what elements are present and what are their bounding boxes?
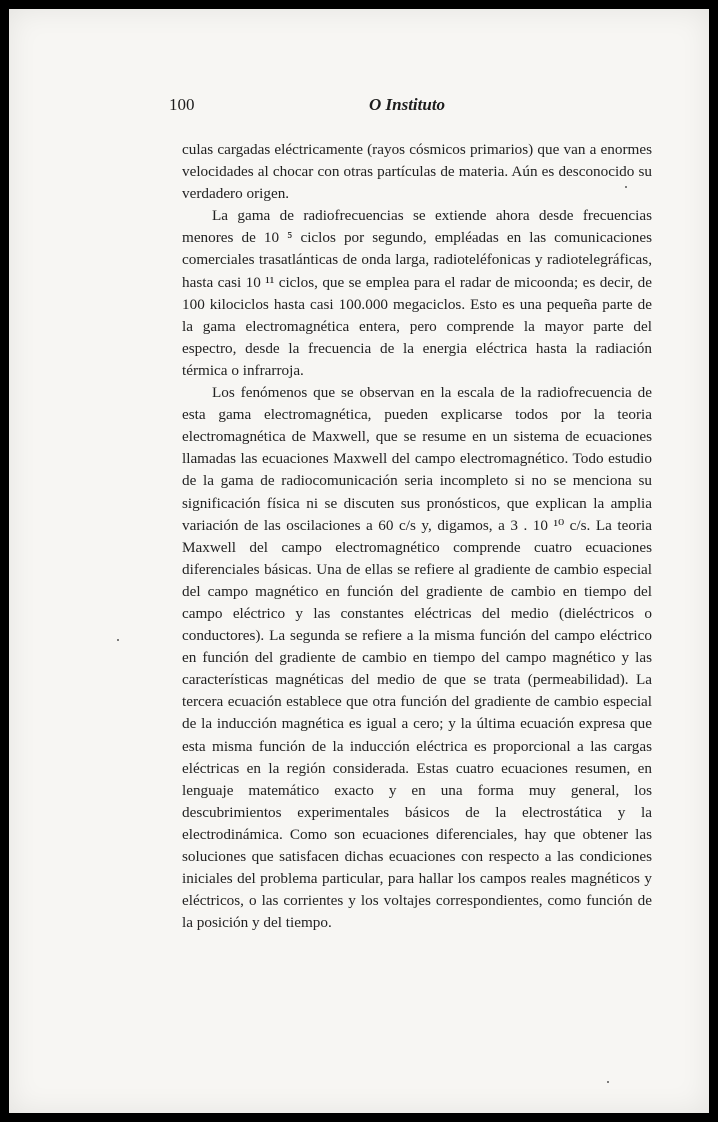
print-speck <box>625 186 627 188</box>
page-header <box>169 95 649 117</box>
print-speck <box>607 1081 609 1083</box>
paragraph-continued: culas cargadas eléctricamente (rayos cósmicos primarios) que van a enormes velocidades al chocar con otras partículas de materia. Aún es desconocido su verdadero origen. <box>182 141 652 203</box>
paragraph-radiofrequency: La gama de radiofrecuencias se extiende ahora desde frecuencias menores de 10 ⁵ ciclos por segundo, empléadas en las comunicaciones comerciales trasatlánticas de onda larga, radioteléfonicas y radiotelegráficas, hasta casi 10 ¹¹ ciclos, que se emplea para el radar de micoonda; es decir, de 100 kilociclos hasta casi 100.000 megaciclos. Esto es una pequeña parte de la gama electromagnética entera, pero comprende la mayor parte del espectro, desde la frecuencia de la energia eléctrica hasta la radiación térmica o infrarroja. <box>182 207 652 379</box>
running-title: O Instituto <box>369 95 446 114</box>
page-number: 100 <box>169 95 195 114</box>
document-page <box>9 9 709 1113</box>
print-speck <box>117 639 119 641</box>
paragraph-maxwell: Los fenómenos que se observan en la escala de la radiofrecuencia de esta gama electromagnética, pueden explicarse todos por la teoria electromagnética de Maxwell, que se resume en un sistema de ecuaciones llamadas las ecuaciones Maxwell del campo electromagnético. Todo estudio de la gama de radiocomunicación seria incompleto si no se menciona su significación física ni se discuten sus pronósticos, que explican la amplia variación de las oscilaciones a 60 c/s y, digamos, a 3 . 10 ¹⁰ c/s. La teoria Maxwell del campo electromagnético comprende cuatro ecuaciones diferenciales básicas. Una de ellas se refiere al gradiente de cambio especial del campo magnético en función del gradiente de cambio en tiempo del campo eléctrico y las constantes eléctricas del medio (dieléctricos o conductores). La segunda se refiere a la misma función del campo eléctrico en función del gradiente de cambio en tiempo del campo magnético y las características magnéticas del medio de que se trata (permeabilidad). La tercera ecuación establece que otra función del gradiente de cambio especial de la inducción magnética es igual a cero; y la última ecuación expresa que esta misma función de la inducción eléctrica es proporcional a las cargas eléctricas en la región considerada. Estas cuatro ecuaciones resumen, en lenguaje matemático exacto y en una forma muy general, los descubrimientos experimentales básicos de la electrostática y la electrodinámica. Como son ecuaciones diferenciales, hay que obtener las soluciones que satisfacen dichas ecuaciones con respecto a las condiciones iniciales del problema particular, para hallar los campos reales magnéticos y eléctricos, o las corrientes y los voltajes correspondientes, como función de la posición y del tiempo. <box>182 384 652 932</box>
body-text <box>182 139 652 934</box>
